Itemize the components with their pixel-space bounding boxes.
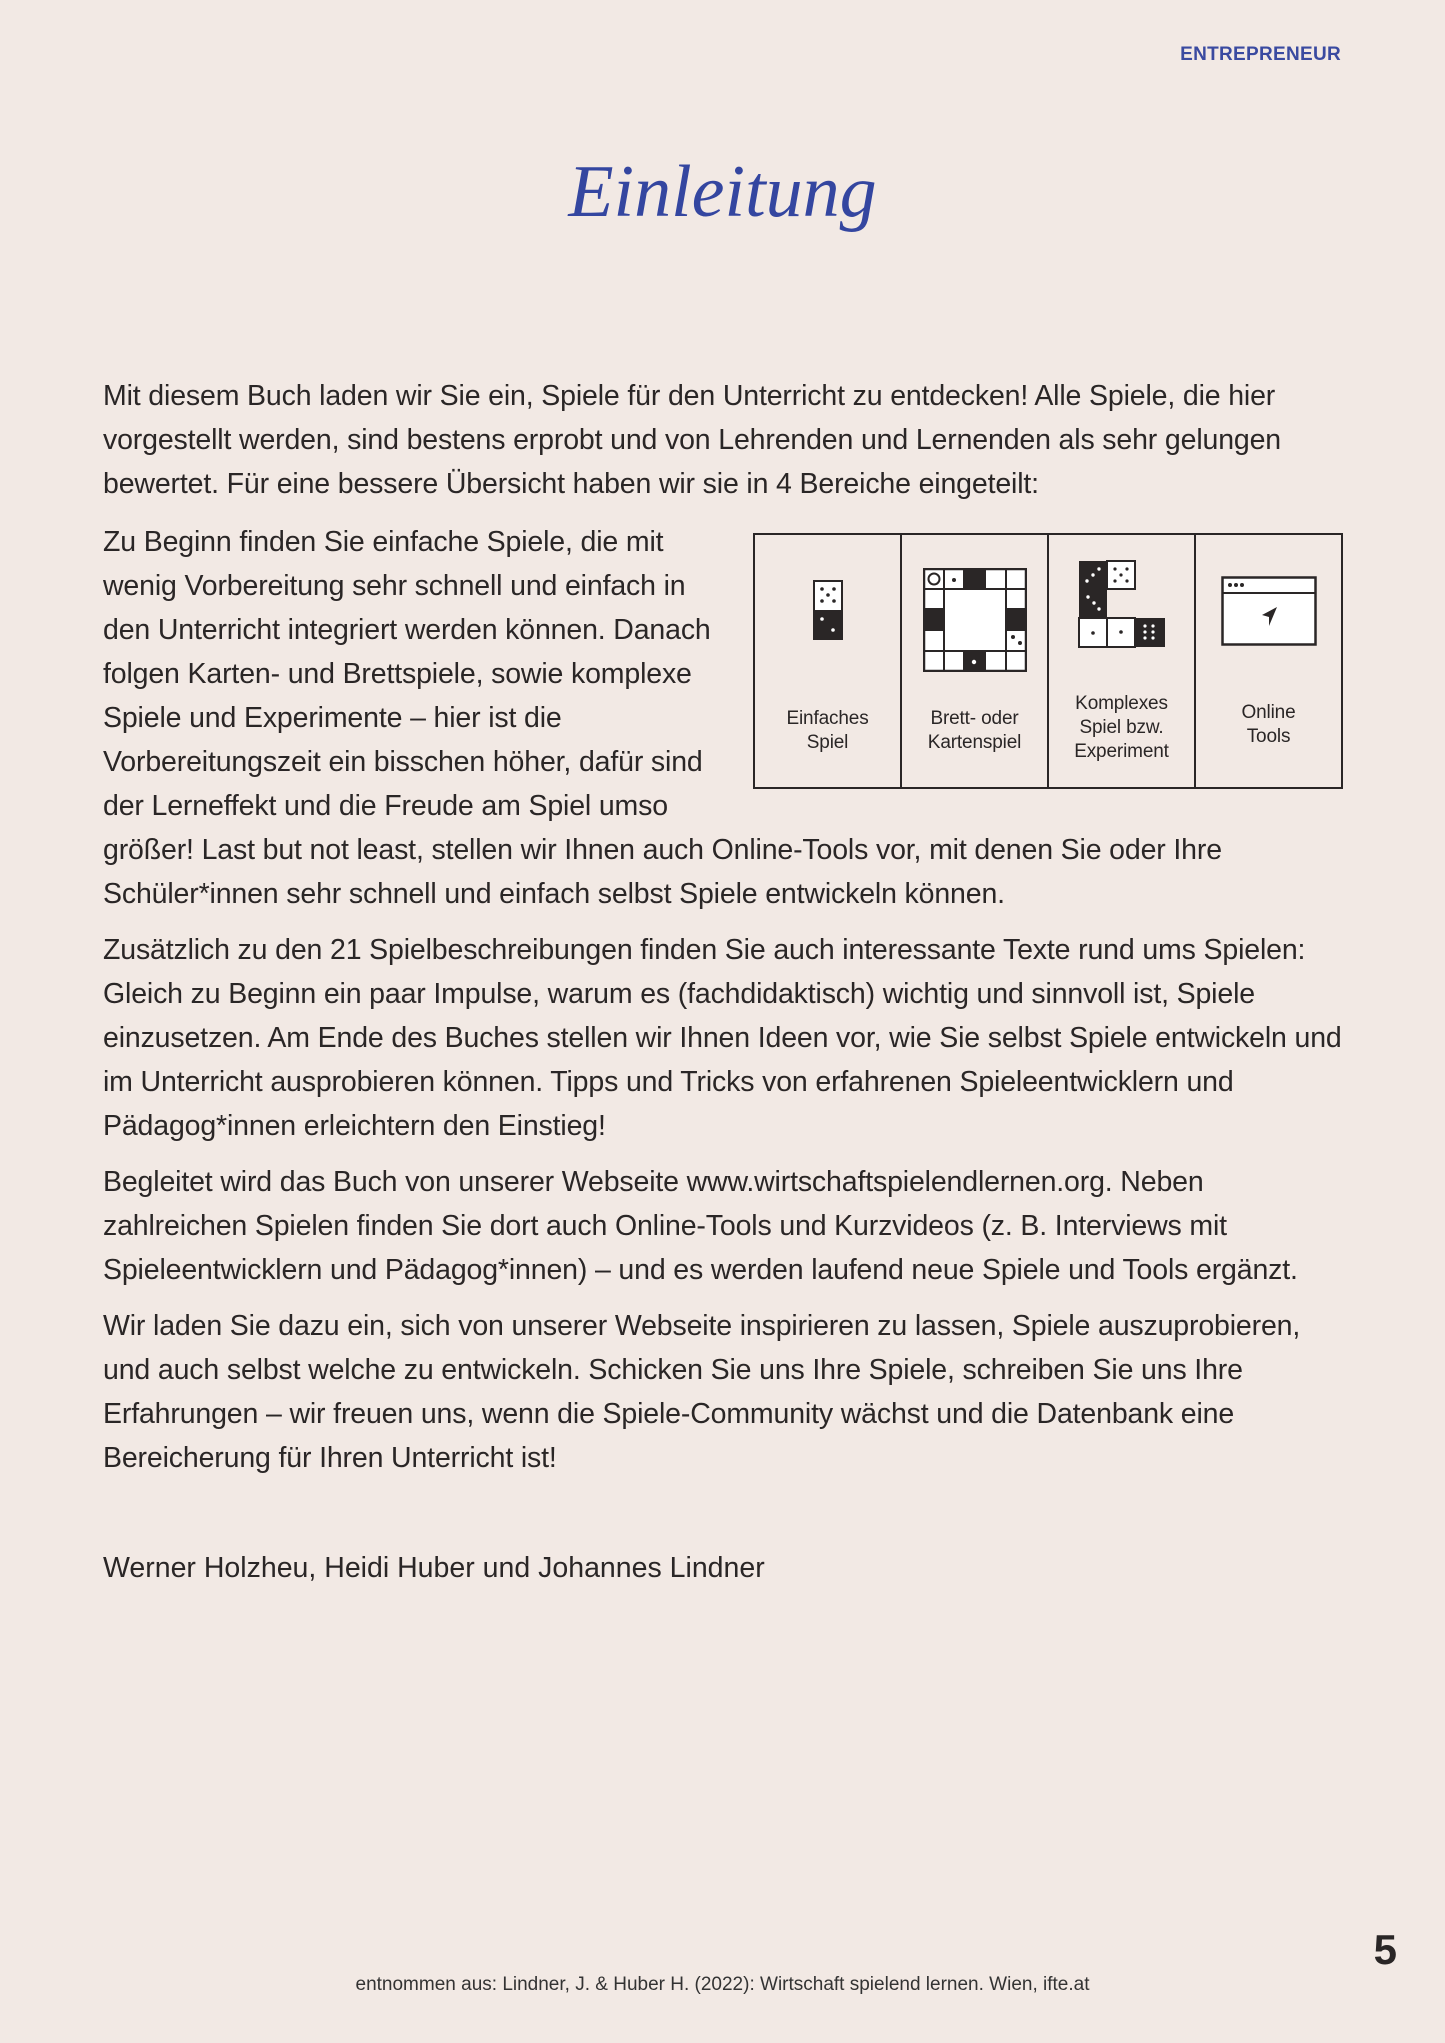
intro-section — [103, 374, 1343, 518]
game-board-icon — [923, 568, 1027, 672]
legend-cell-complex-game — [1049, 535, 1196, 787]
legend-label-line: Tools — [1246, 726, 1291, 747]
categories-paragraph: Zu Beginn finden Sie einfache Spiele, die mit wenig Vorbereitung sehr schnell und einfach in den Unterricht integriert werden können. Danach folgen Karten- und Brettspiele, sowie komplexe Spiele und Experimente – hier ist die Vorbereitungszeit ein bisschen höher, dafür sind der Lerneffekt und die Freude am Spiel umso größer! Last but not least, stellen wir Ihnen auch Online-Tools vor, mit denen Sie oder Ihre Schüler*innen sehr schnell und einfach selbst Spiele entwickeln können. — [103, 526, 1222, 910]
legend-label-line: Experiment — [1074, 741, 1169, 762]
legend-label-line: Spiel — [806, 732, 849, 753]
source-citation: entnommen aus: Lindner, J. & Huber H. (2022): Wirtschaft spielend lernen. Wien, ifte.at — [355, 1974, 1090, 1995]
intro-paragraph: Mit diesem Buch laden wir Sie ein, Spiele für den Unterricht zu entdecken! Alle Spiele, die hier vorgestellt werden, sind bestens erprobt und von Lehrenden und Lernenden als sehr gelungen bewertet. Für eine bessere Übersicht haben wir sie in 4 Bereiche eingeteilt: — [103, 380, 1282, 500]
legend-cell-simple-game — [755, 535, 902, 787]
main-section — [103, 520, 1343, 1492]
page-title: Einleitung — [568, 151, 877, 233]
legend-cell-board-card-game — [902, 535, 1049, 787]
legend-label-line: Kartenspiel — [927, 732, 1022, 753]
authors-signature: Werner Holzheu, Heidi Huber und Johannes Lindner — [103, 1552, 765, 1584]
legend-label-line: Komplexes — [1075, 693, 1168, 714]
legend-label-line: Brett- oder — [930, 708, 1019, 729]
legend-label-line: Einfaches — [786, 708, 869, 729]
paragraph-invitation: Wir laden Sie dazu ein, sich von unserer Webseite inspirieren zu lassen, Spiele auszuprobieren, und auch selbst welche zu entwickeln. Schicken Sie uns Ihre Spiele, schreiben Sie uns Ihre Erfahrungen – wir freuen uns, wenn die Spiele-Community wächst und die Datenbank eine Bereicherung für Ihren Unterricht ist! — [103, 1310, 1301, 1474]
dominoes-cluster-icon — [1078, 560, 1166, 648]
page-number: 5 — [1373, 1926, 1397, 1973]
browser-cursor-icon — [1221, 576, 1317, 648]
paragraph-website: Begleitet wird das Buch von unserer Webseite www.wirtschaftspielendlernen.org. Neben zahlreichen Spielen finden Sie dort auch Online-Tools und Kurzvideos (z. B. Interviews mit Spieleentwicklern und Pädagog*innen) – und es werden laufend neue Spiele und Tools ergänzt. — [103, 1166, 1298, 1286]
legend-cell-online-tools — [1196, 535, 1341, 787]
domino-icon — [813, 580, 843, 640]
legend-label-line: Spiel bzw. — [1079, 717, 1164, 738]
series-label: ENTREPRENEUR — [1180, 44, 1341, 65]
category-legend — [753, 533, 1343, 789]
legend-label-line: Online — [1241, 702, 1296, 723]
paragraph-texts: Zusätzlich zu den 21 Spielbeschreibungen finden Sie auch interessante Texte rund ums Spielen: Gleich zu Beginn ein paar Impulse, warum es (fachdidaktisch) wichtig und sinnvoll ist, Spiele einzusetzen. Am Ende des Buches stellen wir Ihnen Ideen vor, wie Sie selbst Spiele entwickeln und im Unterricht ausprobieren können. Tipps und Tricks von erfahrenen Spieleentwicklern und Pädagog*innen erleichtern den Einstieg! — [103, 934, 1342, 1142]
